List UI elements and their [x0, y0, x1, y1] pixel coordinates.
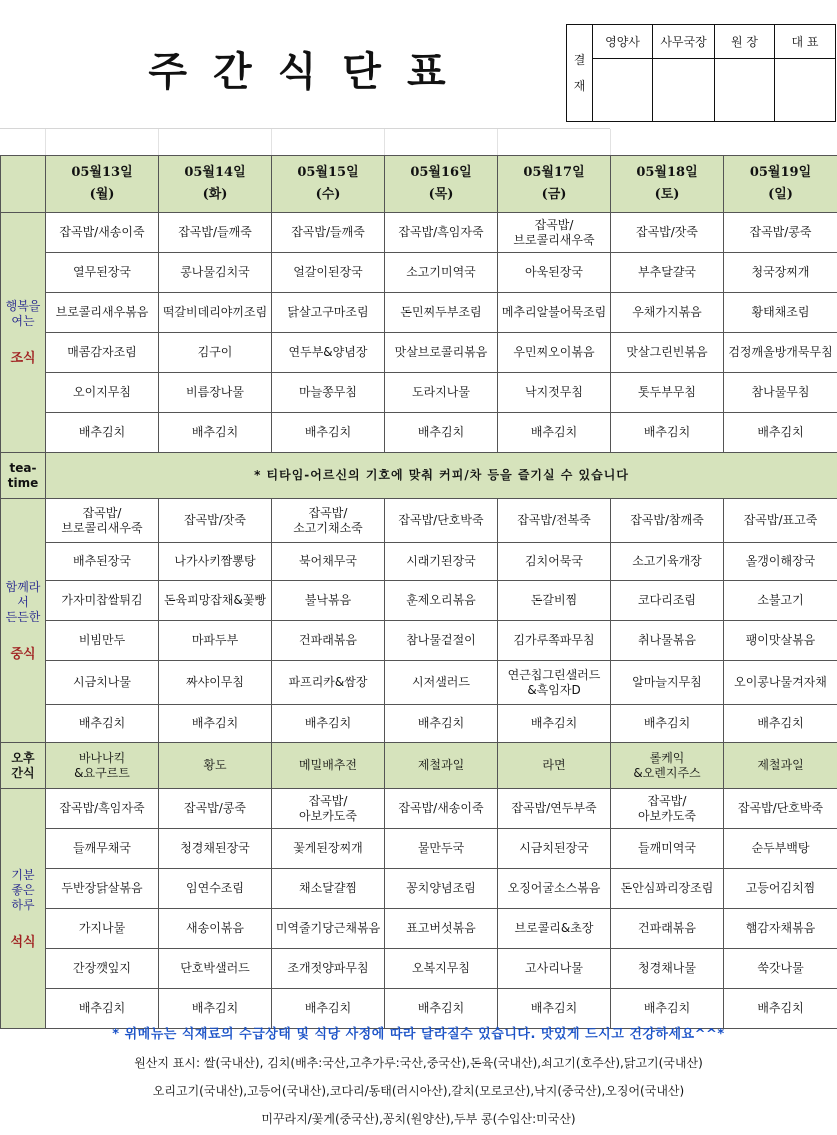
day-header	[385, 156, 498, 213]
lunch-menu-cell: 배추김치	[272, 705, 385, 743]
lunch-menu-cell: 잡곡밥/잣죽	[159, 499, 272, 543]
dinner-menu-cell: 조개젓양파무침	[272, 949, 385, 989]
breakfast-menu-cell: 떡갈비데리야끼조림	[159, 293, 272, 333]
dinner-menu-cell: 잡곡밥/연두부죽	[498, 789, 611, 829]
lunch-menu-cell: 잡곡밥/ 소고기채소죽	[272, 499, 385, 543]
lunch-menu-cell: 김치어묵국	[498, 543, 611, 581]
lunch-menu-cell: 팽이맛살볶음	[724, 621, 837, 661]
dinner-menu-cell: 잡곡밥/ 아보카도죽	[611, 789, 724, 829]
day-of-week: (목)	[428, 187, 454, 202]
lunch-row	[1, 705, 837, 743]
lunch-menu-cell: 연근칩그린샐러드 &흑임자D	[498, 661, 611, 705]
lunch-row	[1, 621, 837, 661]
snack-cell: 라면	[498, 743, 611, 789]
lunch-menu-cell: 잡곡밥/ 브로콜리새우죽	[46, 499, 159, 543]
dinner-menu-cell: 잡곡밥/새송이죽	[385, 789, 498, 829]
lunch-menu-cell: 올갱이해장국	[724, 543, 837, 581]
approval-col-manager	[653, 25, 715, 121]
lunch-menu-cell: 시저샐러드	[385, 661, 498, 705]
breakfast-menu-cell: 배추김치	[385, 413, 498, 453]
breakfast-row	[1, 293, 837, 333]
dinner-menu-cell: 청경채된장국	[159, 829, 272, 869]
dinner-label-main: 석식	[10, 934, 36, 950]
approval-col-director	[715, 25, 775, 121]
dinner-menu-cell: 잡곡밥/ 아보카도죽	[272, 789, 385, 829]
snack-label: 오후 간식	[1, 743, 46, 789]
dinner-menu-cell: 임연수조림	[159, 869, 272, 909]
dinner-menu-cell: 청경채나물	[611, 949, 724, 989]
breakfast-label-sub: 행복을 여는	[5, 299, 41, 328]
day-date: 05월14일	[184, 165, 246, 180]
day-of-week: (수)	[315, 187, 341, 202]
breakfast-menu-cell: 콩나물김치국	[159, 253, 272, 293]
lunch-menu-cell: 김가루쪽파무침	[498, 621, 611, 661]
breakfast-menu-cell: 낙지젓무침	[498, 373, 611, 413]
breakfast-row	[1, 413, 837, 453]
origin-line-2: 오리고기(국내산),고등어(국내산),코다리/동태(러시아산),갈치(모로코산),낙지(중국산),오징어(국내산)	[152, 1084, 685, 1098]
breakfast-menu-cell: 얼갈이된장국	[272, 253, 385, 293]
breakfast-menu-cell: 배추김치	[611, 413, 724, 453]
approval-label-1: 결	[573, 53, 586, 67]
day-of-week: (월)	[89, 187, 115, 202]
lunch-menu-cell: 잡곡밥/단호박죽	[385, 499, 498, 543]
day-header	[46, 156, 159, 213]
day-of-week: (화)	[202, 187, 228, 202]
lunch-menu-cell: 짜샤이무침	[159, 661, 272, 705]
approval-role: 영양사	[593, 25, 652, 59]
breakfast-row	[1, 373, 837, 413]
dinner-menu-cell: 햄감자채볶음	[724, 909, 837, 949]
origin-line-3: 미꾸라지/꽃게(중국산),꽁치(원양산),두부 콩(수입산:미국산)	[261, 1112, 576, 1126]
approval-col-nutritionist	[593, 25, 653, 121]
dinner-menu-cell: 배추김치	[159, 989, 272, 1029]
breakfast-menu-cell: 맛살브로콜리볶음	[385, 333, 498, 373]
day-of-week: (일)	[768, 187, 793, 202]
breakfast-menu-cell: 부추달걀국	[611, 253, 724, 293]
dinner-menu-cell: 시금치된장국	[498, 829, 611, 869]
day-date: 05월13일	[71, 165, 133, 180]
dinner-menu-cell: 잡곡밥/흑임자죽	[46, 789, 159, 829]
breakfast-label	[1, 213, 46, 453]
approval-role: 대 표	[775, 25, 835, 59]
breakfast-menu-cell: 우민찌오이볶음	[498, 333, 611, 373]
corner-cell	[1, 156, 46, 213]
approval-label-2: 재	[573, 79, 586, 93]
dinner-row	[1, 949, 837, 989]
lunch-menu-cell: 잡곡밥/전복죽	[498, 499, 611, 543]
breakfast-menu-cell: 매콤감자조림	[46, 333, 159, 373]
dinner-menu-cell: 꽃게된장찌개	[272, 829, 385, 869]
lunch-menu-cell: 배추김치	[385, 705, 498, 743]
teatime-label: tea- time	[1, 453, 46, 499]
lunch-row	[1, 581, 837, 621]
lunch-menu-cell: 나가사키짬뽕탕	[159, 543, 272, 581]
approval-col-ceo	[775, 25, 835, 121]
lunch-menu-cell: 알마늘지무침	[611, 661, 724, 705]
breakfast-menu-cell: 톳두부무침	[611, 373, 724, 413]
lunch-menu-cell: 마파두부	[159, 621, 272, 661]
dinner-row	[1, 909, 837, 949]
dinner-label	[1, 789, 46, 1029]
page-title: 주간식단표	[148, 49, 472, 95]
menu-table	[0, 155, 837, 1029]
dinner-label-sub: 기분 좋은 하루	[11, 867, 35, 912]
breakfast-menu-cell: 닭살고구마조림	[272, 293, 385, 333]
dinner-menu-cell: 두반장닭살볶음	[46, 869, 159, 909]
breakfast-menu-cell: 김구이	[159, 333, 272, 373]
day-header	[272, 156, 385, 213]
breakfast-menu-cell: 잡곡밥/들깨죽	[272, 213, 385, 253]
breakfast-menu-cell: 청국장찌개	[724, 253, 837, 293]
lunch-menu-cell: 시래기된장국	[385, 543, 498, 581]
breakfast-label-main: 조식	[10, 351, 36, 366]
dinner-menu-cell: 배추김치	[498, 989, 611, 1029]
lunch-menu-cell: 소고기육개장	[611, 543, 724, 581]
snack-cell: 바나나킥 &요구르트	[46, 743, 159, 789]
dinner-menu-cell: 물만두국	[385, 829, 498, 869]
dinner-menu-cell: 브로콜리&초장	[498, 909, 611, 949]
breakfast-menu-cell: 배추김치	[46, 413, 159, 453]
approval-box	[566, 24, 836, 122]
approval-role: 사무국장	[653, 25, 714, 59]
day-of-week: (금)	[541, 187, 567, 202]
dinner-menu-cell: 배추김치	[46, 989, 159, 1029]
breakfast-row	[1, 213, 837, 253]
lunch-row	[1, 543, 837, 581]
dinner-menu-cell: 순두부백탕	[724, 829, 837, 869]
dinner-menu-cell: 들깨미역국	[611, 829, 724, 869]
dinner-menu-cell: 배추김치	[385, 989, 498, 1029]
lunch-row	[1, 661, 837, 705]
dinner-menu-cell: 건파래볶음	[611, 909, 724, 949]
breakfast-menu-cell: 맛살그린빈볶음	[611, 333, 724, 373]
day-date: 05월19일	[749, 165, 812, 180]
breakfast-menu-cell: 황태채조림	[724, 293, 837, 333]
breakfast-menu-cell: 돈민찌두부조림	[385, 293, 498, 333]
breakfast-menu-cell: 배추김치	[724, 413, 837, 453]
lunch-row	[1, 499, 837, 543]
dinner-menu-cell: 표고버섯볶음	[385, 909, 498, 949]
lunch-menu-cell: 파프리카&쌈장	[272, 661, 385, 705]
dinner-menu-cell: 잡곡밥/단호박죽	[724, 789, 837, 829]
dinner-menu-cell: 쑥갓나물	[724, 949, 837, 989]
origin-line-1: 원산지 표시: 쌀(국내산), 김치(배추:국산,고추가루:국산,중국산),돈육(국내산),쇠고기(호주산),닭고기(국내산)	[134, 1056, 703, 1070]
dinner-menu-cell: 간장깻잎지	[46, 949, 159, 989]
lunch-menu-cell: 코다리조림	[611, 581, 724, 621]
dinner-menu-cell: 오징어굴소스볶음	[498, 869, 611, 909]
lunch-menu-cell: 시금치나물	[46, 661, 159, 705]
breakfast-menu-cell: 마늘쫑무침	[272, 373, 385, 413]
lunch-menu-cell: 잡곡밥/참깨죽	[611, 499, 724, 543]
breakfast-menu-cell: 잡곡밥/ 브로콜리새우죽	[498, 213, 611, 253]
dinner-menu-cell: 오복지무침	[385, 949, 498, 989]
dinner-menu-cell: 배추김치	[611, 989, 724, 1029]
day-header	[498, 156, 611, 213]
dinner-row	[1, 789, 837, 829]
lunch-menu-cell: 소불고기	[724, 581, 837, 621]
lunch-menu-cell: 오이콩나물겨자채	[724, 661, 837, 705]
breakfast-menu-cell: 잡곡밥/흑임자죽	[385, 213, 498, 253]
lunch-menu-cell: 취나물볶음	[611, 621, 724, 661]
lunch-menu-cell: 배추김치	[724, 705, 837, 743]
lunch-menu-cell: 잡곡밥/표고죽	[724, 499, 837, 543]
lunch-menu-cell: 비빔만두	[46, 621, 159, 661]
breakfast-row	[1, 333, 837, 373]
dinner-menu-cell: 배추김치	[724, 989, 837, 1029]
day-date: 05월18일	[636, 165, 698, 180]
lunch-menu-cell: 배추된장국	[46, 543, 159, 581]
lunch-menu-cell: 훈제오리볶음	[385, 581, 498, 621]
breakfast-menu-cell: 연두부&양념장	[272, 333, 385, 373]
date-header-row	[1, 156, 837, 213]
day-header	[611, 156, 724, 213]
lunch-menu-cell: 돈육피망잡채&꽃빵	[159, 581, 272, 621]
snack-cell: 황도	[159, 743, 272, 789]
lunch-menu-cell: 건파래볶음	[272, 621, 385, 661]
dinner-menu-cell: 들깨무채국	[46, 829, 159, 869]
lunch-label-main: 중식	[10, 646, 36, 662]
lunch-menu-cell: 북어채무국	[272, 543, 385, 581]
day-date: 05월17일	[523, 165, 585, 180]
breakfast-menu-cell: 배추김치	[272, 413, 385, 453]
lunch-menu-cell: 참나물겉절이	[385, 621, 498, 661]
snack-cell: 메밀배추전	[272, 743, 385, 789]
breakfast-menu-cell: 참나물무침	[724, 373, 837, 413]
day-date: 05월16일	[410, 165, 472, 180]
breakfast-menu-cell: 배추김치	[498, 413, 611, 453]
approval-role: 원 장	[715, 25, 774, 59]
dinner-menu-cell: 채소달걀찜	[272, 869, 385, 909]
breakfast-menu-cell: 소고기미역국	[385, 253, 498, 293]
dinner-menu-cell: 잡곡밥/콩죽	[159, 789, 272, 829]
snack-cell: 제철과일	[724, 743, 837, 789]
day-header	[159, 156, 272, 213]
day-header	[724, 156, 837, 213]
dinner-row	[1, 829, 837, 869]
breakfast-row	[1, 253, 837, 293]
breakfast-menu-cell: 오이지무침	[46, 373, 159, 413]
lunch-menu-cell: 배추김치	[46, 705, 159, 743]
lunch-menu-cell: 배추김치	[159, 705, 272, 743]
notice-text: * 위메뉴는 식재료의 수급상태 및 식당 사정에 따라 달라질수 있습니다. 맛있게 드시고 건강하세요^^*	[112, 1027, 725, 1042]
breakfast-menu-cell: 열무된장국	[46, 253, 159, 293]
snack-row	[1, 743, 837, 789]
lunch-label	[1, 499, 46, 743]
breakfast-menu-cell: 비름장나물	[159, 373, 272, 413]
dinner-menu-cell: 단호박샐러드	[159, 949, 272, 989]
dinner-menu-cell: 고사리나물	[498, 949, 611, 989]
breakfast-menu-cell: 아욱된장국	[498, 253, 611, 293]
dinner-menu-cell: 배추김치	[272, 989, 385, 1029]
dinner-row	[1, 869, 837, 909]
snack-cell: 롤케익 &오렌지주스	[611, 743, 724, 789]
dinner-menu-cell: 미역줄기당근채볶음	[272, 909, 385, 949]
day-date: 05월15일	[297, 165, 359, 180]
dinner-menu-cell: 가지나물	[46, 909, 159, 949]
breakfast-menu-cell: 우채가지볶음	[611, 293, 724, 333]
breakfast-menu-cell: 메추리알불어묵조림	[498, 293, 611, 333]
dinner-menu-cell: 새송이볶음	[159, 909, 272, 949]
breakfast-menu-cell: 잡곡밥/새송이죽	[46, 213, 159, 253]
lunch-menu-cell: 불낙볶음	[272, 581, 385, 621]
spreadsheet-grid	[0, 128, 610, 156]
dinner-menu-cell: 고등어김치찜	[724, 869, 837, 909]
breakfast-menu-cell: 잡곡밥/들깨죽	[159, 213, 272, 253]
snack-cell: 제철과일	[385, 743, 498, 789]
day-of-week: (토)	[654, 187, 680, 202]
lunch-menu-cell: 가자미찹쌀튀김	[46, 581, 159, 621]
lunch-menu-cell: 배추김치	[498, 705, 611, 743]
lunch-menu-cell: 돈갈비찜	[498, 581, 611, 621]
dinner-menu-cell: 꽁치양념조림	[385, 869, 498, 909]
breakfast-menu-cell: 도라지나물	[385, 373, 498, 413]
breakfast-menu-cell: 브로콜리새우볶음	[46, 293, 159, 333]
lunch-label-sub: 함께라 서 든든한	[5, 579, 41, 624]
breakfast-menu-cell: 검정깨올방개묵무침	[724, 333, 837, 373]
lunch-menu-cell: 배추김치	[611, 705, 724, 743]
dinner-menu-cell: 돈안심꽈리장조림	[611, 869, 724, 909]
teatime-row	[1, 453, 837, 499]
breakfast-menu-cell: 잡곡밥/잣죽	[611, 213, 724, 253]
teatime-message: * 티타임-어르신의 기호에 맞춰 커피/차 등을 즐기실 수 있습니다	[46, 453, 837, 499]
approval-label	[567, 25, 593, 121]
breakfast-menu-cell: 배추김치	[159, 413, 272, 453]
breakfast-menu-cell: 잡곡밥/콩죽	[724, 213, 837, 253]
